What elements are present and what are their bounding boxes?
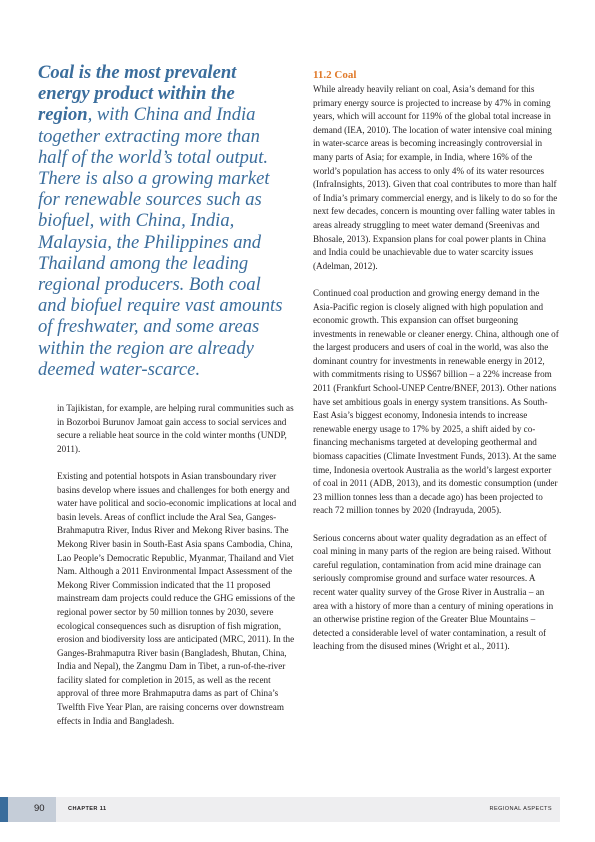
body-paragraph: Continued coal production and growing energy demand in the Asia-Pacific region is closely aligned with high population and economic growth. This expansion can offset burgeoning investments in renewable or cleaner energy. China, although one of the largest producers and users of coal in the world, was also the dominant country for investments in renewable energy in 2012, with commitments rising to US$67 billion – a 22% increase from 2011 (Frankfurt School-UNEP Centre/BNEF, 2013). Other nations have set ambitious goals in energy system transitions. As South-East Asia’s biggest economy, Indonesia intends to increase renewable energy usage to 17% by 2025, a shift aided by co-financing mechanisms targeted at developing geothermal and biomass capacities (Climate Investment Funds, 2013). At the same time, Indonesia overtook Australia as the world’s largest exporter of coal in 2011 (ADB, 2013), and its domestic consumption (under 23 million tonnes less than a decade ago) has been projected to reach 72 million tonnes by 2020 (Indrayuda, 2005). [313, 287, 559, 516]
page-number: 90 [34, 803, 45, 814]
body-paragraph: in Tajikistan, for example, are helping rural communities such as in Bozorboi Burunov Jamoat gain access to social services and secure a reliable heat source in the cold winter months (UNDP, 2011). [57, 403, 294, 454]
right-column [313, 68, 559, 668]
pull-quote-rest: , with China and India together extracting more than half of the world’s total output. There is also a growing market for renewable sources such as biofuel, with China, India, Malaysia, the Philippines and Thailand among the leading regional producers. Both coal and biofuel require vast amounts of freshwater, and some areas within the region are already deemed water-scarce. [38, 104, 283, 380]
running-head: REGIONAL ASPECTS [489, 806, 552, 812]
body-paragraph: Existing and potential hotspots in Asian transboundary river basins develop where issues and challenges for both energy and water have political and socio-economic implications at local and basin levels. Areas of conflict include the Aral Sea, Ganges-Brahmaputra River, Indus River and Mekong River basins. The Mekong River basin in South-East Asia spans Cambodia, China, Lao People’s Democratic Republic, Myanmar, Thailand and Viet Nam. Although a 2011 Environmental Impact Assessment of the Mekong River Commission indicated that the 11 proposed mainstream dam projects could reduce the GHG emissions of the regional power sector by 50 million tonnes by 2030, severe ecological consequences such as disruption of fish migration, erosion and biodiversity loss are anticipated (MRC, 2011). In the Ganges-Brahmaputra River basin (Bangladesh, Bhutan, China, India and Nepal), the Zangmu Dam in Tibet, a run-of-the-river facility slated for completion in 2015, as well as the recent approval of three more Brahmaputra dams as part of China’s Twelfth Five Year Plan, are raising concerns over downstream effects in India and Bangladesh. [57, 470, 297, 726]
body-paragraph: Serious concerns about water quality degradation as an effect of coal mining in many parts of the region are being raised. Without careful regulation, contamination from acid mine drainage can seriously compromise ground and surface water resources. A recent water quality survey of the Grose River in Australia – an area with a history of more than a century of mining operations in an otherwise pristine region of the Greater Blue Mountains – detected a considerable level of water contamination, a result of leaching from the disused mines (Wright et al., 2011). [313, 532, 554, 652]
pull-quote-lead: Coal is the most prevalent energy product within the region [38, 62, 237, 126]
page-number-tab [0, 797, 56, 822]
left-column [57, 402, 300, 742]
section-heading: 11.2 Coal [313, 69, 357, 81]
chapter-label: CHAPTER 11 [68, 806, 107, 812]
body-paragraph: While already heavily reliant on coal, Asia’s demand for this primary energy source is projected to increase by 47% in coming years, which will account for 119% of the global total increase in demand (IEA, 2010). The location of water intensive coal mining in water-scarce areas is becoming increasingly controversial in many parts of Asia; for example, in India, where 16% of the world’s population has access to only 4% of its water resources (InfraInsights, 2013). Given that coal contributes to more than half of India’s primary commercial energy, and is likely to do so for the next few decades, concern is mounting over falling water tables in areas already struggling to meet water demand (Sreenivas and Bhosale, 2013). Expansion plans for coal power plants in China and India could be unachievable due to water scarcity issues (Adelman, 2012). [313, 84, 558, 271]
pull-quote [38, 62, 290, 380]
